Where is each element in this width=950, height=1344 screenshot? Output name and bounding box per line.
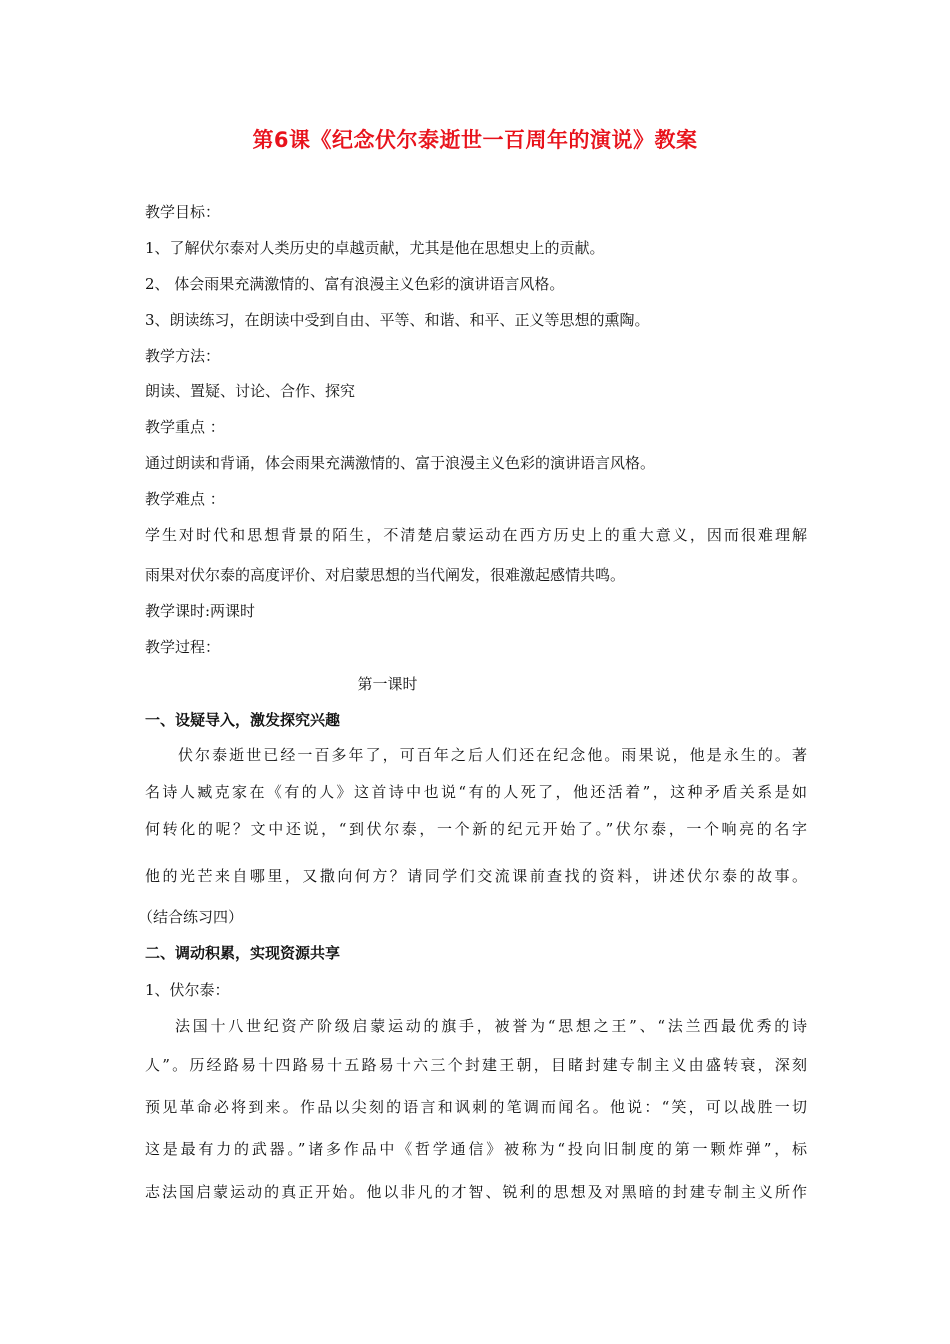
method-text: 朗读、置疑、讨论、合作、探究: [145, 382, 356, 400]
section-one-line-3: 何转化的呢？文中还说，“到伏尔泰，一个新的纪元开始了。”伏尔泰，一个响亮的名字: [145, 820, 807, 838]
exercise-note: （结合练习四）: [138, 908, 244, 926]
document-title: 第6课《纪念伏尔泰逝世一百周年的演说》教案: [252, 128, 698, 152]
voltaire-line-2: 人”。历经路易十四路易十五路易十六三个封建王朝，目睹封建专制主义由盛转衰，深刻: [145, 1056, 807, 1074]
lesson-hours: 教学课时:两课时: [145, 602, 256, 620]
section-two-heading: 二、调动积累，实现资源共享: [145, 944, 341, 962]
process-heading: 教学过程：: [145, 638, 221, 656]
voltaire-heading: 1、伏尔泰：: [145, 981, 230, 999]
objective-1: 1、了解伏尔泰对人类历史的卓越贡献，尤其是他在思想史上的贡献。: [145, 239, 605, 257]
voltaire-line-5: 志法国启蒙运动的真正开始。他以非凡的才智、锐利的思想及对黑暗的封建专制主义所作: [145, 1183, 807, 1201]
section-one-line-1: 伏尔泰逝世已经一百多年了，可百年之后人们还在纪念他。雨果说，他是永生的。著: [178, 746, 807, 764]
objective-3: 3、朗读练习，在朗读中受到自由、平等、和谐、和平、正义等思想的熏陶。: [145, 311, 650, 329]
voltaire-line-4: 这是最有力的武器。”诸多作品中《哲学通信》被称为“投向旧制度的第一颗炸弹”，标: [145, 1140, 807, 1158]
objective-2: 2、 体会雨果充满激情的、富有浪漫主义色彩的演讲语言风格。: [145, 275, 565, 293]
section-one-line-2: 名诗人臧克家在《有的人》这首诗中也说“有的人死了，他还活着”，这种矛盾关系是如: [145, 783, 807, 801]
voltaire-line-1: 法国十八世纪资产阶级启蒙运动的旗手，被誉为“思想之王”、“法兰西最优秀的诗: [175, 1017, 807, 1035]
difficulty-heading: 教学难点 ：: [145, 490, 225, 508]
section-one-heading: 一、设疑导入，激发探究兴趣: [145, 711, 341, 729]
lesson-one-label: 第一课时: [357, 675, 418, 693]
focus-heading: 教学重点 ：: [145, 418, 225, 436]
focus-text: 通过朗读和背诵，体会雨果充满激情的、富于浪漫主义色彩的演讲语言风格。: [145, 454, 656, 472]
section-one-line-4: 他的光芒来自哪里，又撒向何方？请同学们交流课前查找的资料，讲述伏尔泰的故事。: [145, 867, 807, 885]
difficulty-line-2: 雨果对伏尔泰的高度评价、对启蒙思想的当代阐发，很难激起感情共鸣。: [145, 566, 626, 584]
difficulty-line-1: 学生对时代和思想背景的陌生，不清楚启蒙运动在西方历史上的重大意义，因而很难理解: [145, 526, 807, 544]
method-heading: 教学方法：: [145, 347, 221, 365]
voltaire-line-3: 预见革命必将到来。作品以尖刻的语言和讽刺的笔调而闻名。他说：“笑，可以战胜一切: [145, 1098, 807, 1116]
objectives-heading: 教学目标：: [145, 203, 221, 221]
